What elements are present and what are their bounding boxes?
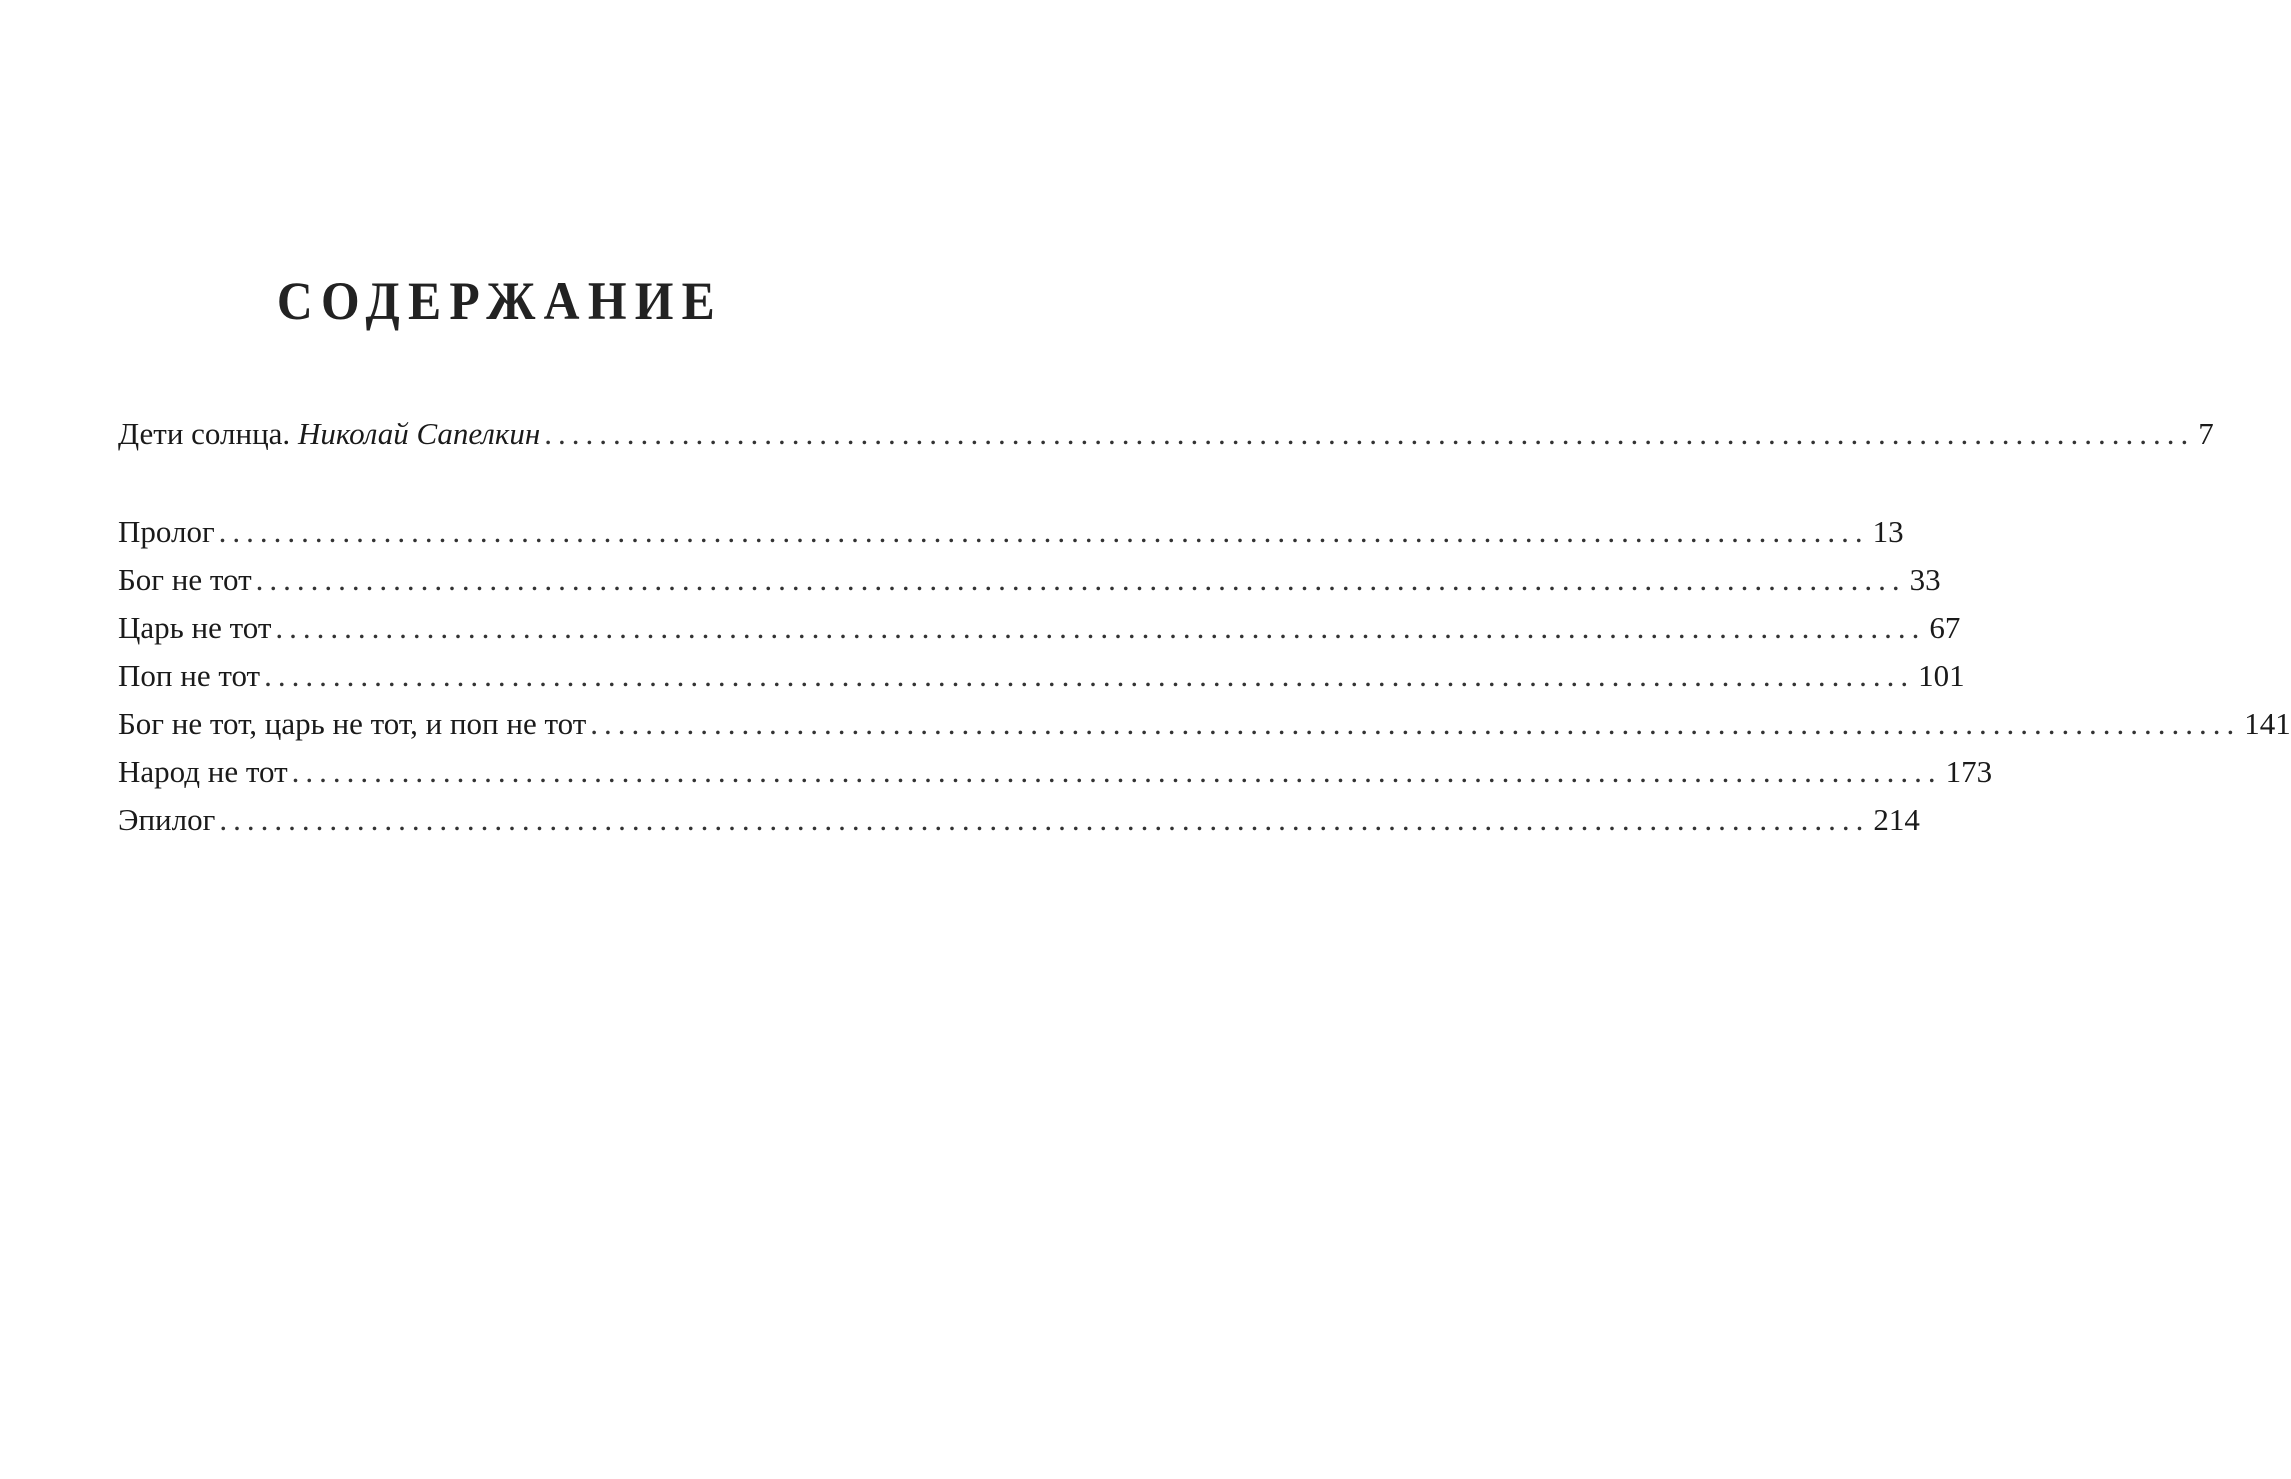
toc-entry-label (118, 410, 540, 458)
toc-entry[interactable] (118, 796, 1920, 844)
toc-entry-intro[interactable] (118, 410, 2214, 458)
dot-leader: ........................................................................................................................ (255, 562, 1906, 597)
page-title: СОДЕРЖАНИЕ (276, 271, 724, 331)
toc-entry-label: Пролог (118, 514, 215, 549)
toc-page-number: 141 (2244, 706, 2291, 741)
dot-leader: ........................................................................................................................ (218, 514, 1869, 549)
toc-intro-author: Николай Сапелкин (297, 416, 541, 451)
toc-page-number: 7 (2198, 416, 2214, 451)
toc-page-number: 13 (1872, 514, 1904, 549)
toc-intro-label: Дети солнца. (118, 416, 291, 451)
toc-entry-label: Бог не тот (118, 562, 252, 597)
dot-leader: ........................................................................................................................ (544, 416, 2195, 451)
toc-list (118, 508, 2291, 844)
toc-page-number: 214 (1873, 802, 1920, 837)
toc-entry-label: Народ не тот (118, 754, 288, 789)
toc-entry[interactable] (118, 604, 1961, 652)
toc-entry[interactable] (118, 748, 1993, 796)
dot-leader: ........................................................................................................................ (275, 610, 1926, 645)
toc-entry[interactable] (118, 556, 1941, 604)
toc-entry-label: Бог не тот, царь не тот, и поп не тот (118, 706, 587, 741)
dot-leader: ........................................................................................................................ (219, 802, 1870, 837)
toc-entry[interactable] (118, 700, 2291, 748)
toc-entry[interactable] (118, 652, 1965, 700)
toc-page-number: 101 (1918, 658, 1965, 693)
toc-page-number: 173 (1945, 754, 1993, 789)
toc-page-number: 67 (1929, 610, 1961, 645)
toc-page-number: 33 (1909, 562, 1941, 597)
dot-leader: ........................................................................................................................ (291, 754, 1942, 789)
toc-entry-label: Поп не тот (118, 658, 261, 693)
dot-leader: ........................................................................................................................ (264, 658, 1915, 693)
toc-entry-label: Царь не тот (118, 610, 272, 645)
toc-entry[interactable] (118, 508, 1904, 556)
dot-leader: ........................................................................................................................ (590, 706, 2241, 741)
toc-entry-label: Эпилог (118, 802, 216, 837)
toc-intro (118, 410, 2214, 458)
